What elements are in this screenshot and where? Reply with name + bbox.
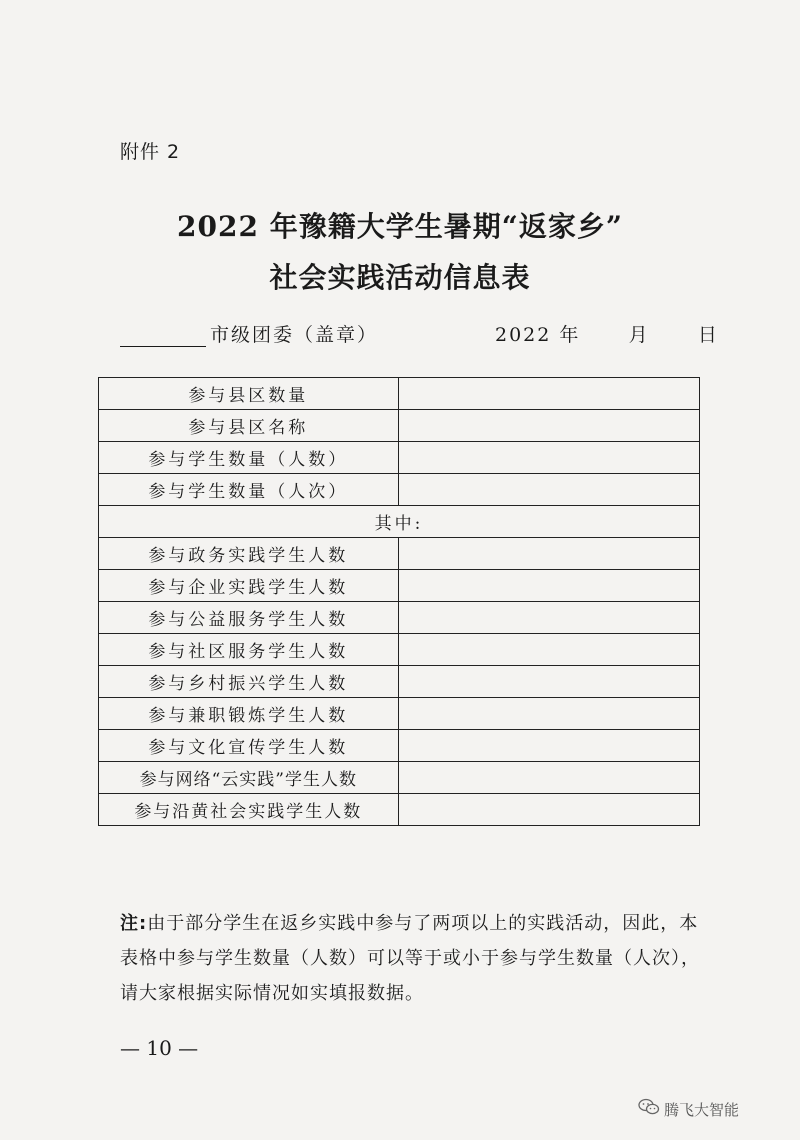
row-value-cell[interactable] [398, 762, 699, 794]
row-value-cell[interactable] [398, 666, 699, 698]
row-value-cell[interactable] [398, 634, 699, 666]
city-blank-field[interactable] [120, 326, 206, 347]
table-row [99, 442, 700, 474]
row-label: 参与企业实践学生人数 [99, 570, 399, 602]
row-value-cell[interactable] [398, 410, 699, 442]
footnote-text: 由于部分学生在返乡实践中参与了两项以上的实践活动，因此，本表格中参与学生数量（人数）可以等于或小于参与学生数量（人次），请大家根据实际情况如实填报数据。 [120, 913, 700, 1004]
row-value-cell[interactable] [398, 474, 699, 506]
row-label: 参与兼职锻炼学生人数 [99, 698, 399, 730]
row-label: 参与政务实践学生人数 [99, 538, 399, 570]
row-label: 参与公益服务学生人数 [99, 602, 399, 634]
footnote [120, 906, 710, 1011]
attachment-label: 附件 2 [120, 141, 181, 163]
row-label: 参与网络“云实践”学生人数 [99, 762, 399, 794]
table-row [99, 762, 700, 794]
document-title-line1: 2022 年豫籍大学生暑期“返家乡” [177, 210, 623, 243]
table-row [99, 602, 700, 634]
wechat-icon [638, 1098, 660, 1120]
row-value-cell[interactable] [398, 794, 699, 826]
table-row [99, 698, 700, 730]
table-subheader-row [99, 506, 700, 538]
row-value-cell[interactable] [398, 570, 699, 602]
row-label: 参与社区服务学生人数 [99, 634, 399, 666]
info-table [98, 377, 700, 826]
row-value-cell[interactable] [398, 538, 699, 570]
row-label: 参与沿黄社会实践学生人数 [99, 794, 399, 826]
table-row [99, 666, 700, 698]
footnote-prefix: 注: [120, 913, 148, 934]
row-value-cell[interactable] [398, 442, 699, 474]
seal-date-line [120, 320, 719, 347]
date-field[interactable]: 2022 年 月 日 [495, 324, 719, 346]
document-title-line2: 社会实践活动信息表 [269, 261, 531, 294]
table-row [99, 570, 700, 602]
table-row [99, 730, 700, 762]
table-row [99, 474, 700, 506]
row-label: 参与学生数量（人次） [99, 474, 399, 506]
row-label: 参与学生数量（人数） [99, 442, 399, 474]
org-seal-label: 市级团委（盖章） [210, 324, 379, 346]
row-label: 参与县区名称 [99, 410, 399, 442]
row-label: 参与文化宣传学生人数 [99, 730, 399, 762]
row-value-cell[interactable] [398, 602, 699, 634]
page-number: — 10 — [120, 1036, 199, 1060]
table-row [99, 538, 700, 570]
table-row [99, 794, 700, 826]
table-subheader: 其中: [99, 506, 700, 538]
row-label: 参与县区数量 [99, 378, 399, 410]
table-row [99, 410, 700, 442]
table-row [99, 634, 700, 666]
table-row [99, 378, 700, 410]
watermark-text: 腾飞大智能 [664, 1100, 740, 1119]
row-value-cell[interactable] [398, 730, 699, 762]
row-label: 参与乡村振兴学生人数 [99, 666, 399, 698]
row-value-cell[interactable] [398, 378, 699, 410]
watermark [638, 1098, 739, 1120]
row-value-cell[interactable] [398, 698, 699, 730]
